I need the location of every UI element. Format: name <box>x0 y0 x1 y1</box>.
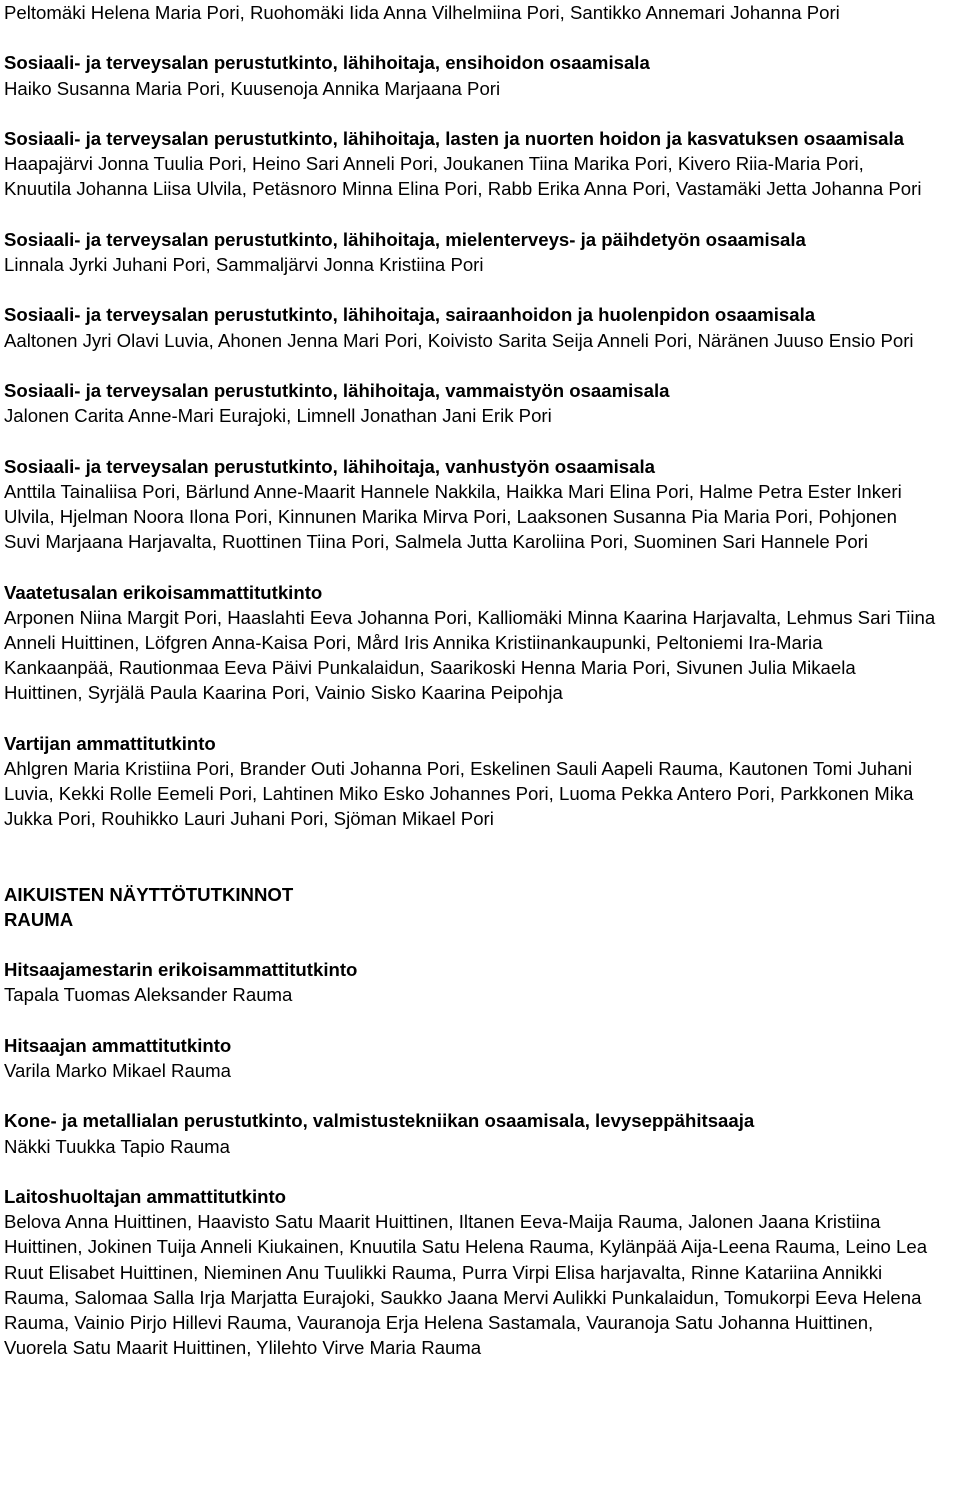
section-vartija <box>4 731 936 832</box>
section-laitoshuoltaja <box>4 1184 936 1360</box>
section-heading: Laitoshuoltajan ammattitutkinto <box>4 1185 287 1207</box>
section-names: Belova Anna Huittinen, Haavisto Satu Maarit Huittinen, Iltanen Eeva-Maija Rauma, Jalonen Jaana Kristiina Huittinen, Jokinen Tuija Anneli Kiukainen, Knuutila Satu Helena Rauma, Kylänpää Aija-Leena Rauma, Leino Lea Ruut Elisabet Huittinen, Nieminen Anu Tuulikki Rauma, Purra Virpi Elisa harjavalta, Rinne Katariina Annikki Rauma, Salomaa Salla Irja Marjatta Eurajoki, Saukko Jaana Mervi Aulikki Punkalaidun, Tomukorpi Eeva Helena Rauma, Vainio Pirjo Hillevi Rauma, Vauranoja Erja Helena Sastamala, Vauranoja Satu Johanna Huittinen, Vuorela Satu Maarit Huittinen, Ylilehto Virve Maria Rauma <box>4 1211 928 1359</box>
section-heading: Sosiaali- ja terveysalan perustutkinto, lähihoitaja, mielenterveys- ja päihdetyön osaamisala <box>4 228 806 250</box>
section-names: Tapala Tuomas Aleksander Rauma <box>4 984 293 1006</box>
section-vanhustyo <box>4 454 936 555</box>
section-hitsaajamestari <box>4 957 936 1007</box>
section-heading: Sosiaali- ja terveysalan perustutkinto, lähihoitaja, lasten ja nuorten hoidon ja kasvatuksen osaamisala <box>4 127 905 149</box>
section-heading: Hitsaajan ammattitutkinto <box>4 1034 232 1056</box>
section-heading: Vartijan ammattitutkinto <box>4 732 216 754</box>
section-heading: Kone- ja metallialan perustutkinto, valmistustekniikan osaamisala, levyseppähitsaaja <box>4 1110 755 1132</box>
section-names: Arponen Niina Margit Pori, Haaslahti Eeva Johanna Pori, Kalliomäki Minna Kaarina Harjavalta, Lehmus Sari Tiina Anneli Huittinen, Löfgren Anna-Kaisa Pori, Mård Iris Annika Kristiinankaupunki, Peltoniemi Ira-Maria Kankaanpää, Rautionmaa Eeva Päivi Punkalaidun, Saarikoski Henna Maria Pori, Sivunen Julia Mikaela Huittinen, Syrjälä Paula Kaarina Pori, Vainio Sisko Kaarina Peipohja <box>4 606 936 704</box>
section-hitsaaja <box>4 1033 936 1083</box>
section-heading: Vaatetusalan erikoisammattitutkinto <box>4 581 323 603</box>
section-names: Näkki Tuukka Tapio Rauma <box>4 1135 230 1157</box>
section-vammaistyo <box>4 378 936 428</box>
lead-names: Peltomäki Helena Maria Pori, Ruohomäki Iida Anna Vilhelmiina Pori, Santikko Annemari Johanna Pori <box>4 2 840 23</box>
section-names: Haiko Susanna Maria Pori, Kuusenoja Annika Marjaana Pori <box>4 77 501 99</box>
section-names: Ahlgren Maria Kristiina Pori, Brander Outi Johanna Pori, Eskelinen Sauli Aapeli Rauma, Kautonen Tomi Juhani Luvia, Kekki Rolle Eemeli Pori, Lahtinen Miko Esko Johannes Pori, Luoma Pekka Antero Pori, Parkkonen Mika Jukka Pori, Rouhikko Lauri Juhani Pori, Sjöman Mikael Pori <box>4 757 914 830</box>
section-ensihoito <box>4 50 936 100</box>
section-kone-metalliala <box>4 1108 936 1158</box>
section-mielenterveys <box>4 227 936 277</box>
section-lasten-nuorten <box>4 126 936 202</box>
section-names: Linnala Jyrki Juhani Pori, Sammaljärvi Jonna Kristiina Pori <box>4 253 484 275</box>
lead-block <box>4 0 936 25</box>
major-heading-location: RAUMA <box>4 908 74 930</box>
section-heading: Hitsaajamestarin erikoisammattitutkinto <box>4 959 358 981</box>
section-heading: Sosiaali- ja terveysalan perustutkinto, lähihoitaja, vanhustyön osaamisala <box>4 455 655 477</box>
major-heading-title: AIKUISTEN NÄYTTÖTUTKINNOT <box>4 883 294 905</box>
major-heading-block <box>4 882 936 932</box>
section-heading: Sosiaali- ja terveysalan perustutkinto, lähihoitaja, vammaistyön osaamisala <box>4 379 670 401</box>
section-names: Aaltonen Jyri Olavi Luvia, Ahonen Jenna Mari Pori, Koivisto Sarita Seija Anneli Pori, Näränen Juuso Ensio Pori <box>4 329 914 351</box>
section-names: Anttila Tainaliisa Pori, Bärlund Anne-Maarit Hannele Nakkila, Haikka Mari Elina Pori, Halme Petra Ester Inkeri Ulvila, Hjelman Noora Ilona Pori, Kinnunen Marika Mirva Pori, Laaksonen Susanna Pia Maria Pori, Pohjonen Suvi Marjaana Harjavalta, Ruottinen Tiina Pori, Salmela Jutta Karoliina Pori, Suominen Sari Hannele Pori <box>4 480 902 553</box>
section-names: Jalonen Carita Anne-Mari Eurajoki, Limnell Jonathan Jani Erik Pori <box>4 405 552 427</box>
section-names: Haapajärvi Jonna Tuulia Pori, Heino Sari Anneli Pori, Joukanen Tiina Marika Pori, Kivero Riia-Maria Pori, Knuutila Johanna Liisa Ulvila, Petäsnoro Minna Elina Pori, Rabb Erika Anna Pori, Vastamäki Jetta Johanna Pori <box>4 153 922 200</box>
section-names: Varila Marko Mikael Rauma <box>4 1059 231 1081</box>
section-sairaanhoito <box>4 302 936 352</box>
section-heading: Sosiaali- ja terveysalan perustutkinto, lähihoitaja, ensihoidon osaamisala <box>4 52 650 74</box>
section-heading: Sosiaali- ja terveysalan perustutkinto, lähihoitaja, sairaanhoidon ja huolenpidon osaamisala <box>4 304 816 326</box>
section-vaatetusala <box>4 580 936 706</box>
